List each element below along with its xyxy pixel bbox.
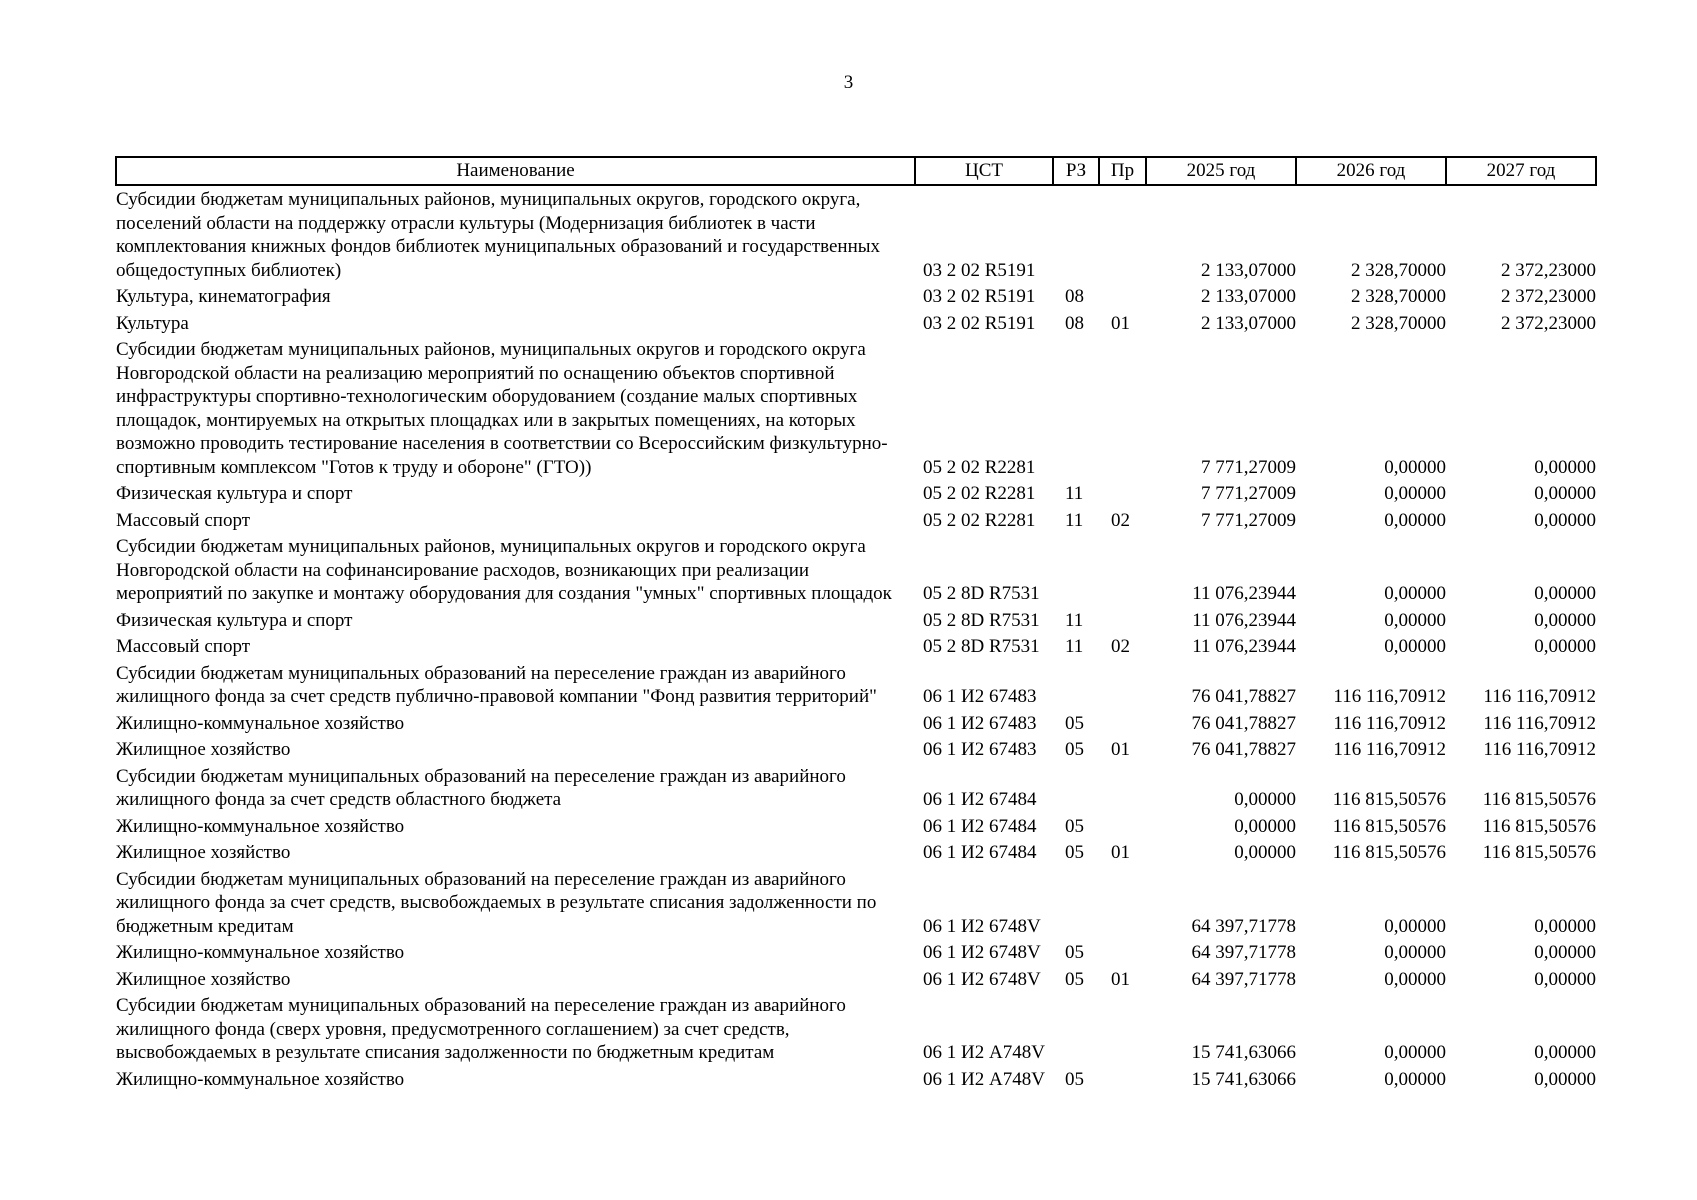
cell-2026: 0,00000 [1384,609,1446,631]
cell-2026: 2 328,70000 [1351,312,1446,334]
cell-2026: 0,00000 [1384,915,1446,937]
cell-cst: 06 1 И2 67483 [923,712,1037,734]
cell-2027: 116 116,70912 [1483,686,1596,707]
cell-2025: 76 041,78827 [1191,712,1296,734]
cell-pr: 01 [1111,968,1130,990]
cell-cst: 03 2 02 R5191 [923,312,1036,334]
table-row [116,966,1596,993]
header-2027: 2027 год [1446,157,1596,185]
cell-rz [1053,185,1099,283]
cell-cst: 06 1 И2 67484 [923,789,1037,810]
cell-name: Культура, кинематография [116,286,331,307]
cell-2026: 0,00000 [1384,942,1446,963]
cell-name: Жилищное хозяйство [116,968,291,990]
cell-2026: 0,00000 [1384,483,1446,504]
cell-2026: 116 815,50576 [1332,815,1446,837]
cell-2027: 2 372,23000 [1501,259,1596,281]
cell-2027: 0,00000 [1534,483,1596,504]
cell-2025: 0,00000 [1234,815,1296,837]
cell-2026: 2 328,70000 [1351,259,1446,281]
cell-2025: 64 397,71778 [1191,915,1296,937]
cell-2027: 116 815,50576 [1482,842,1596,863]
cell-2027: 2 372,23000 [1501,286,1596,307]
table-row [116,763,1596,813]
cell-2025: 11 076,23944 [1192,636,1296,657]
table-row [116,660,1596,710]
table-row [116,533,1596,607]
cell-name: Культура [116,312,189,334]
cell-2026: 116 116,70912 [1333,686,1446,707]
cell-pr: 02 [1111,636,1130,657]
cell-2025: 64 397,71778 [1191,968,1296,990]
cell-cst: 06 1 И2 6748V [923,942,1041,963]
cell-2027: 0,00000 [1534,636,1596,657]
table-body [116,185,1596,1092]
cell-2025: 76 041,78827 [1191,686,1296,707]
cell-name: Жилищно-коммунальное хозяйство [116,942,405,963]
cell-rz: 08 [1065,286,1084,307]
cell-2025: 7 771,27009 [1201,483,1296,504]
cell-cst: 06 1 И2 67484 [923,842,1037,863]
cell-rz: 05 [1065,712,1084,734]
cell-2025: 11 076,23944 [1192,609,1296,631]
cell-2026: 0,00000 [1384,509,1446,531]
cell-2025: 0,00000 [1234,842,1296,863]
table-row [116,839,1596,866]
cell-2025: 15 741,63066 [1191,1068,1296,1090]
cell-pr [1099,607,1146,634]
cell-2025: 64 397,71778 [1191,942,1296,963]
cell-2027: 0,00000 [1534,609,1596,631]
cell-rz: 05 [1065,942,1084,963]
cell-2027: 0,00000 [1534,583,1596,604]
cell-2026: 116 815,50576 [1332,842,1446,863]
cell-2027: 0,00000 [1534,1068,1596,1090]
cell-rz [1053,533,1099,607]
cell-name: Субсидии бюджетам муниципальных образований на переселение граждан из аварийного жилищного фонда (сверх уровня, предусмотренного соглашением) за счет средств, высвобождаемых в результате списания задолженности по бюджетным кредитам [116,995,846,1063]
header-2025: 2025 год [1146,157,1296,185]
cell-2026: 0,00000 [1384,1068,1446,1090]
cell-rz: 11 [1065,609,1084,631]
table-row [116,633,1596,660]
cell-pr: 01 [1111,842,1130,863]
budget-table [115,156,1597,1092]
cell-2025: 2 133,07000 [1201,286,1296,307]
cell-name: Субсидии бюджетам муниципальных образований на переселение граждан из аварийного жилищного фонда за счет средств областного бюджета [116,765,846,810]
cell-cst: 05 2 02 R2281 [923,456,1036,478]
table-row [116,480,1596,507]
cell-2026: 0,00000 [1384,456,1446,478]
cell-pr [1099,992,1146,1066]
cell-pr: 02 [1111,509,1130,531]
cell-cst: 05 2 8D R7531 [923,583,1040,604]
table-row [116,710,1596,737]
header-2026: 2026 год [1296,157,1446,185]
cell-2025: 15 741,63066 [1191,1042,1296,1063]
table-row [116,939,1596,966]
cell-cst: 06 1 И2 67483 [923,739,1037,760]
cell-name: Жилищно-коммунальное хозяйство [116,712,405,734]
cell-rz: 05 [1065,1068,1084,1090]
cell-2027: 0,00000 [1534,509,1596,531]
cell-cst: 06 1 И2 6748V [923,915,1041,937]
cell-2027: 116 815,50576 [1482,815,1596,837]
cell-2025: 7 771,27009 [1201,456,1296,478]
table-row [116,310,1596,337]
cell-name: Массовый спорт [116,636,251,657]
cell-cst: 06 1 И2 67484 [923,815,1037,837]
cell-cst: 05 2 02 R2281 [923,483,1036,504]
cell-rz: 08 [1065,312,1084,334]
cell-name: Субсидии бюджетам муниципальных образований на переселение граждан из аварийного жилищного фонда за счет средств публично-правовой компании "Фонд развития территорий" [116,662,877,707]
cell-name: Субсидии бюджетам муниципальных районов, муниципальных округов и городского округа Новгородской области на реализацию мероприятий по оснащению объектов спортивной инфраструктуры спортивно-технологическим оборудованием (создание малых спортивных площадок, монтируемых на открытых площадках или в закрытых помещениях, на которых возможно проводить тестирование населения в соответствии со Всероссийским физкультурно-спортивным комплексом "Готов к труду и обороне" (ГТО)) [116,339,888,478]
cell-cst: 03 2 02 R5191 [923,259,1036,281]
cell-pr [1099,866,1146,940]
cell-2025: 11 076,23944 [1192,583,1296,604]
cell-2025: 0,00000 [1234,789,1296,810]
cell-2026: 116 116,70912 [1333,739,1446,760]
header-cst: ЦСТ [915,157,1053,185]
cell-name: Субсидии бюджетам муниципальных районов, муниципальных округов и городского округа Новгородской области на софинансирование расходов, возникающих при реализации мероприятий по закупке и монтажу оборудования для создания "умных" спортивных площадок [116,536,892,604]
page-number: 3 [843,72,854,93]
cell-2027: 116 815,50576 [1482,789,1596,810]
cell-rz [1053,336,1099,480]
cell-rz: 11 [1065,636,1084,657]
cell-2027: 0,00000 [1534,456,1596,478]
cell-rz [1053,866,1099,940]
cell-pr [1099,533,1146,607]
cell-pr: 01 [1111,739,1130,760]
cell-rz: 05 [1065,968,1084,990]
cell-2027: 0,00000 [1534,942,1596,963]
table-row [116,336,1596,480]
cell-name: Жилищное хозяйство [116,739,291,760]
cell-2025: 7 771,27009 [1201,509,1296,531]
cell-2025: 2 133,07000 [1201,259,1296,281]
cell-2026: 0,00000 [1384,968,1446,990]
cell-2026: 0,00000 [1384,636,1446,657]
cell-cst: 06 1 И2 A748V [923,1042,1045,1063]
cell-pr [1099,480,1146,507]
cell-pr [1099,763,1146,813]
cell-pr [1099,1066,1146,1093]
cell-pr [1099,185,1146,283]
cell-2026: 116 815,50576 [1332,789,1446,810]
cell-2025: 2 133,07000 [1201,312,1296,334]
cell-cst: 06 1 И2 A748V [923,1068,1045,1090]
cell-name: Физическая культура и спорт [116,483,353,504]
cell-pr [1099,336,1146,480]
table-row [116,185,1596,283]
cell-rz [1053,992,1099,1066]
cell-pr [1099,813,1146,840]
cell-2025: 76 041,78827 [1191,739,1296,760]
header-name: Наименование [116,157,915,185]
cell-2027: 0,00000 [1534,968,1596,990]
cell-name: Жилищно-коммунальное хозяйство [116,815,405,837]
table-row [116,607,1596,634]
header-pr: Пр [1099,157,1146,185]
cell-2027: 116 116,70912 [1483,739,1596,760]
cell-name: Субсидии бюджетам муниципальных образований на переселение граждан из аварийного жилищного фонда за счет средств, высвобождаемых в результате списания задолженности по бюджетным кредитам [116,868,877,937]
cell-2026: 116 116,70912 [1333,712,1446,734]
cell-rz: 05 [1065,739,1084,760]
table-row [116,507,1596,534]
cell-cst: 06 1 И2 6748V [923,968,1041,990]
cell-pr: 01 [1111,312,1130,334]
cell-2026: 2 328,70000 [1351,286,1446,307]
cell-rz [1053,660,1099,710]
cell-2027: 0,00000 [1534,1042,1596,1063]
cell-rz: 11 [1065,509,1084,531]
table-row [116,866,1596,940]
cell-pr [1099,939,1146,966]
cell-pr [1099,283,1146,310]
cell-2026: 0,00000 [1384,1042,1446,1063]
table-row [116,736,1596,763]
cell-cst: 06 1 И2 67483 [923,686,1037,707]
cell-rz: 05 [1065,815,1084,837]
table-header-row [116,157,1596,185]
cell-cst: 05 2 8D R7531 [923,636,1040,657]
cell-pr [1099,710,1146,737]
cell-name: Жилищное хозяйство [116,842,291,863]
cell-cst: 03 2 02 R5191 [923,286,1036,307]
cell-rz: 05 [1065,842,1084,863]
cell-rz: 11 [1065,483,1084,504]
cell-pr [1099,660,1146,710]
cell-2027: 116 116,70912 [1483,712,1596,734]
table-row [116,283,1596,310]
cell-name: Жилищно-коммунальное хозяйство [116,1068,405,1090]
header-rz: РЗ [1053,157,1099,185]
cell-name: Физическая культура и спорт [116,609,353,631]
table-row [116,813,1596,840]
cell-2027: 2 372,23000 [1501,312,1596,334]
cell-name: Массовый спорт [116,509,251,531]
cell-cst: 05 2 02 R2281 [923,509,1036,531]
cell-rz [1053,763,1099,813]
cell-name: Субсидии бюджетам муниципальных районов, муниципальных округов, городского округа, поселений области на поддержку отрасли культуры (Модернизация библиотек в части комплектования книжных фондов библиотек муниципальных образований и государственных общедоступных библиотек) [116,189,881,281]
cell-2026: 0,00000 [1384,583,1446,604]
cell-2027: 0,00000 [1534,915,1596,937]
table-row [116,1066,1596,1093]
table-row [116,992,1596,1066]
cell-cst: 05 2 8D R7531 [923,609,1040,631]
